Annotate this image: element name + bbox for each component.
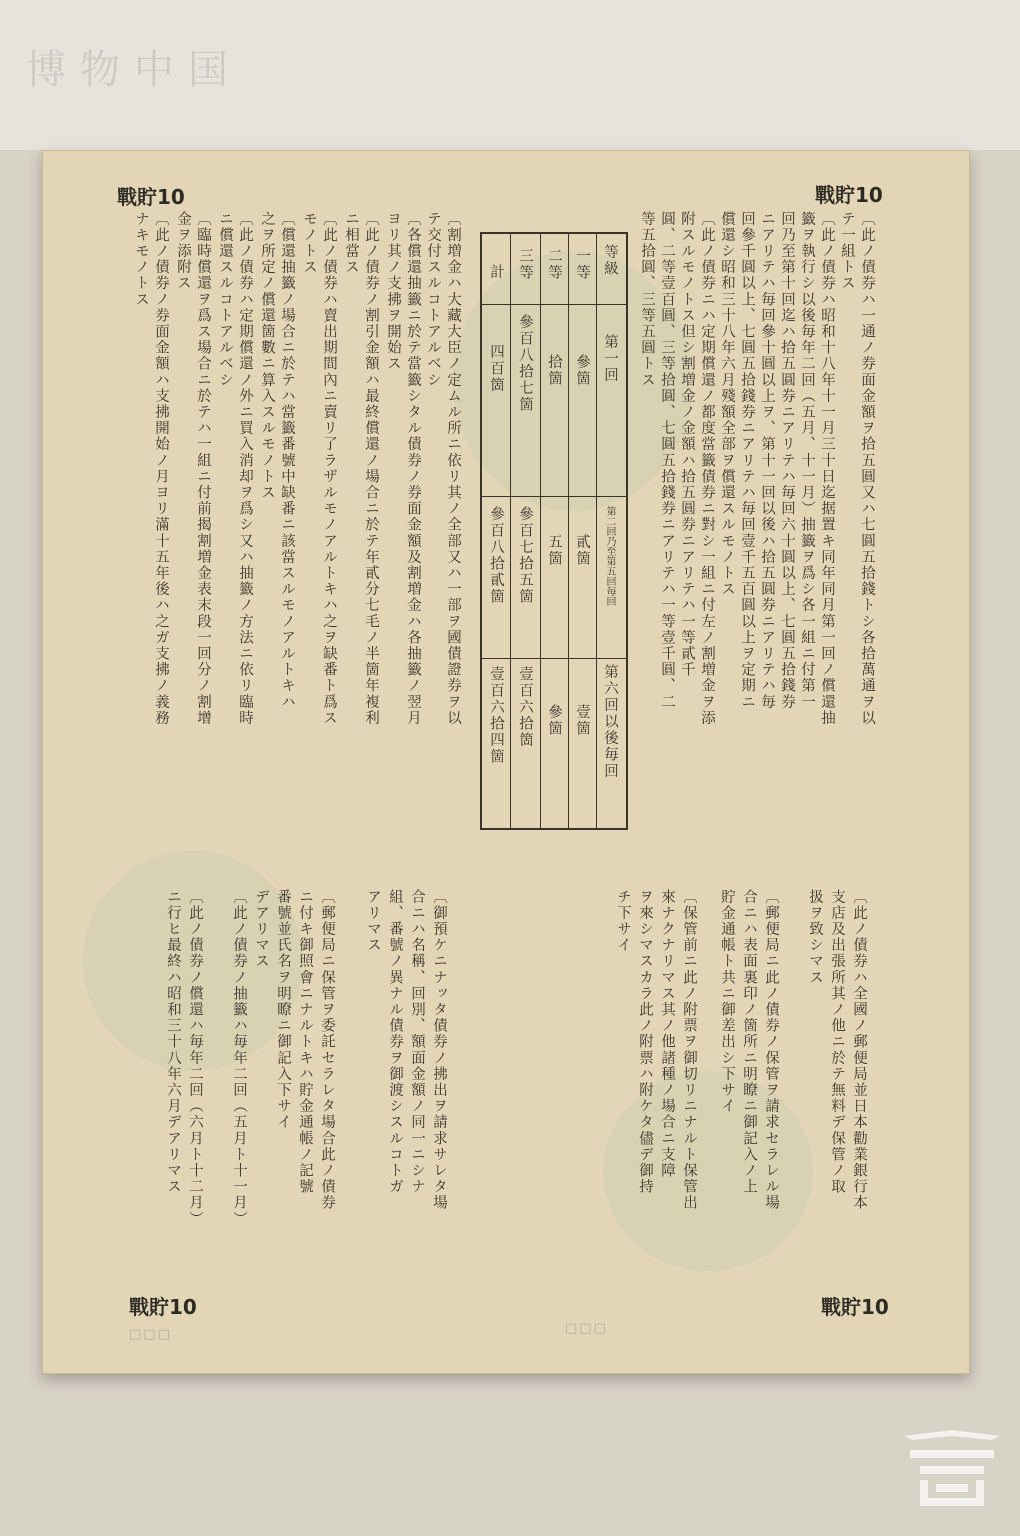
- text-column: 〔郵便局ニ保管ヲ委託セラレタ場合此ノ債券: [319, 889, 335, 1211]
- text-column: 〔割増金ハ大藏大臣ノ定ムル所ニ依リ其ノ全部又ハ一部ヲ國債證券ヲ以: [445, 211, 461, 727]
- text-column: ニ行ヒ最終ハ昭和三十八年六月デアリマス: [165, 889, 181, 1195]
- text-column: 支店及出張所其ノ他ニ於テ無料デ保管ノ取: [829, 889, 845, 1195]
- text-column: 〔郵便局ニ此ノ債券ノ保管ヲ請求セラレル場: [763, 889, 779, 1211]
- text-column: 等五拾圓、三等五圓トス: [639, 211, 655, 389]
- text-column: 償還シ昭和三十八年六月殘額全部ヲ償還スルモノトス: [719, 211, 735, 598]
- corner-label-bottom-right: 戰貯10: [821, 1295, 889, 1319]
- table-cell: 拾箇: [546, 354, 562, 387]
- text-column: ヲ來シマスカラ此ノ附票ハ附ケタ儘デ御持: [637, 889, 653, 1195]
- text-column: アリマス: [365, 889, 381, 954]
- table-cell: 貳箇: [574, 534, 590, 567]
- table-cell: 二等: [546, 248, 562, 281]
- text-column: ニ償還スルコトアルベシ: [217, 211, 233, 389]
- table-cell: 參百八拾貳箇: [488, 506, 504, 605]
- text-column: 〔臨時償還ヲ爲ス場合ニ於テハ一組ニ付前揭割増金表末段一回分ノ割增: [195, 211, 211, 727]
- text-column: 〔此ノ債券ノ割引金額ハ最終償還ノ場合ニ於テ年貳分七毛ノ半箇年複利: [363, 211, 379, 727]
- table-cell: 壹百六拾四箇: [488, 666, 504, 765]
- text-column: 〔此ノ債券ハ全國ノ郵便局並日本勸業銀行本: [851, 889, 867, 1211]
- text-column: ヨリ其ノ支拂ヲ開始ス: [385, 211, 401, 372]
- prize-table: [480, 232, 628, 830]
- text-column: 合ニハ名稱、回別、額面金額ノ同一ニシナ: [409, 889, 425, 1195]
- text-column: 貯金通帳ト共ニ御差出シ下サイ: [719, 889, 735, 1115]
- table-divider: [596, 234, 597, 828]
- table-cell: 參箇: [546, 704, 562, 737]
- table-rule: [482, 496, 626, 497]
- table-cell: 四百箇: [488, 344, 504, 394]
- table-cell: 參百八拾七箇: [517, 314, 533, 413]
- corner-label-bottom-left: 戰貯10: [129, 1295, 197, 1319]
- table-header-cell: 第二回乃至第五回毎回: [604, 506, 615, 606]
- text-column: 回參千圓以上、七圓五拾錢券ニアリテハ毎回壹千五百圓以上ヲ定期ニ: [739, 211, 755, 711]
- table-cell: 參箇: [574, 354, 590, 387]
- table-rule: [482, 304, 626, 305]
- table-divider: [540, 234, 541, 828]
- text-column: テ交付スルコトアルベシ: [425, 211, 441, 389]
- table-cell: 五箇: [546, 534, 562, 567]
- text-column: ニ相當ス: [343, 211, 359, 276]
- text-column: ナキモノトス: [133, 211, 149, 308]
- text-column: 〔此ノ債券ハ賣出期間內ニ賣リ了ラザルモノアルトキハ之ヲ缺番ト爲ス: [321, 211, 337, 727]
- table-cell: 計: [488, 264, 504, 281]
- text-column: 〔此ノ債券ハ定期償還ノ外ニ買入消却ヲ爲シ又ハ抽籤ノ方法ニ依リ臨時: [237, 211, 253, 727]
- table-header-cell: 等級: [602, 244, 618, 277]
- table-cell: 壹百六拾箇: [517, 666, 533, 749]
- text-column: 〔御預ケニナッタ債券ノ拂出ヲ請求サレタ場: [431, 889, 447, 1211]
- faint-stamp: □□□: [129, 1327, 172, 1342]
- text-column: 附スルモノトス但シ割増金ノ金額ハ拾五圓券ニアリテハ一等貳千: [679, 211, 695, 678]
- text-column: 組、番號ノ異ナル債券ヲ御渡シスルコトガ: [387, 889, 403, 1195]
- corner-label-top-right: 戰貯10: [815, 183, 883, 207]
- text-column: 之ヲ所定ノ償還箇數ニ算入スルモノトス: [259, 211, 275, 501]
- text-column: 圓、二等壹百圓、三等拾圓、七圓五拾錢券ニアリテハ一等壹千圓、二: [659, 211, 675, 711]
- text-column: 〔各償還抽籤ニ於テ當籤シタル債券ノ券面金額及割増金ハ各抽籤ノ翌月: [405, 211, 421, 727]
- table-rule: [482, 658, 626, 659]
- text-column: モノトス: [301, 211, 317, 276]
- site-watermark: 博物中国: [26, 47, 242, 93]
- text-column: 籤ヲ執行シ以後毎年二回（五月、十一月）抽籤ヲ爲シ各一組ニ付第一: [799, 211, 815, 711]
- text-column: チ下サイ: [615, 889, 631, 954]
- corner-label-top-left: 戰貯10: [117, 185, 185, 209]
- table-header-cell: 第六回以後毎回: [602, 664, 618, 780]
- table-cell: 壹箇: [574, 704, 590, 737]
- table-cell: 參百七拾五箇: [517, 506, 533, 605]
- text-column: 合ニハ表面裏印ノ箇所ニ明瞭ニ御記入ノ上: [741, 889, 757, 1195]
- text-column: 來ナクナリマス其ノ他諸種ノ場合ニ支障: [659, 889, 675, 1179]
- text-column: デアリマス: [253, 889, 269, 970]
- text-column: 〔此ノ債券ノ償還ハ毎年二回（六月ト十二月）: [187, 889, 203, 1228]
- text-column: 〔保管前ニ此ノ附票ヲ御切リニナルト保管出: [681, 889, 697, 1211]
- table-divider: [510, 234, 511, 828]
- text-column: ニ付キ御照會ニナルトキハ貯金通帳ノ記號: [297, 889, 313, 1195]
- text-column: 〔此ノ債券ハ昭和十八年十一月三十日迄据置キ同年同月第一回ノ償還抽: [819, 211, 835, 727]
- table-cell: 三等: [517, 248, 533, 281]
- text-column: 番號並氏名ヲ明瞭ニ御記入下サイ: [275, 889, 291, 1131]
- text-column: ニアリテハ毎回參十圓以上ヲ、第十一回以後ハ拾五圓券ニアリテハ毎: [759, 211, 775, 711]
- table-cell: 一等: [574, 248, 590, 281]
- table-divider: [568, 234, 569, 828]
- text-column: 〔償還抽籤ノ場合ニ於テハ當籤番號中缺番ニ該當スルモノアルトキハ: [279, 211, 295, 711]
- museum-logo-icon: [902, 1428, 1002, 1510]
- text-column: 扱ヲ致シマス: [807, 889, 823, 986]
- text-column: 〔此ノ債券ハ一通ノ券面金額ヲ拾五圓又ハ七圓五拾錢トシ各拾萬通ヲ以: [859, 211, 875, 727]
- text-column: 〔此ノ債券ニハ定期償還ノ都度當籤債券ニ對シ一組ニ付左ノ割増金ヲ添: [699, 211, 715, 727]
- text-column: 金ヲ添附ス: [175, 211, 191, 292]
- text-column: 〔此ノ債券ノ抽籤ハ毎年二回（五月ト十一月）: [231, 889, 247, 1228]
- text-column: 回乃至第十回迄ハ拾五圓券ニアリテハ毎回六十圓以上、七圓五拾錢券: [779, 211, 795, 711]
- text-column: 〔此ノ債券ノ券面金額ハ支拂開始ノ月ヨリ滿十五年後ハ之ガ支拂ノ義務: [153, 211, 169, 727]
- table-header-cell: 第一回: [602, 334, 618, 384]
- faint-stamp: □□□: [565, 1321, 608, 1336]
- text-column: テ一組トス: [839, 211, 855, 292]
